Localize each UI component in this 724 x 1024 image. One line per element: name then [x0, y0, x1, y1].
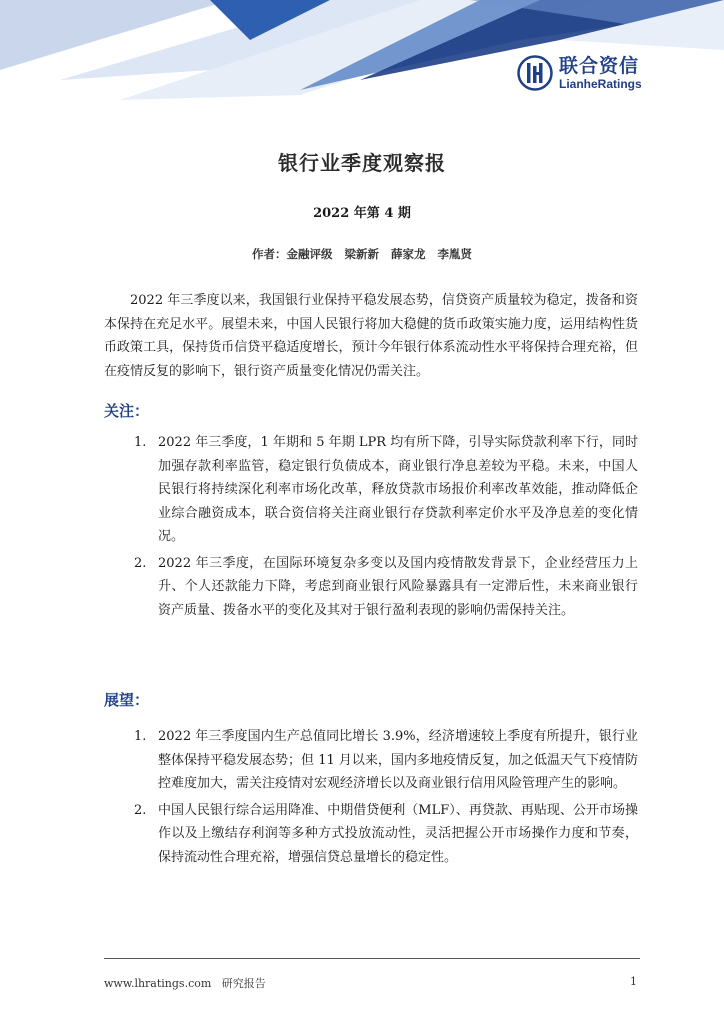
list-number: 2.	[134, 802, 147, 818]
list-item	[104, 552, 638, 623]
footer-label: 研究报告	[221, 977, 266, 990]
outlook-list	[104, 725, 638, 872]
intro-paragraph: 2022 年三季度以来，我国银行业保持平稳发展态势，信贷资产质量较为稳定，拨备和资本保持在充足水平。展望未来，中国人民银行将加大稳健的货币政策实施力度，运用结构性货币政策工具，保持货币信贷平稳适度增长，预计今年银行体系流动性水平将保持合理充裕，但在疫情反复的影响下，银行资产质量变化情况仍需关注。	[104, 293, 638, 379]
footer-divider	[104, 958, 640, 959]
company-logo	[517, 55, 642, 91]
list-number: 1.	[134, 435, 147, 450]
list-item	[104, 725, 638, 796]
footer-url[interactable]: www.lhratings.com	[104, 977, 212, 990]
lianhe-logo-icon	[517, 55, 553, 91]
logo-chinese-name: 联合资信	[559, 55, 640, 77]
logo-english-name: LianheRatings	[559, 77, 642, 91]
list-text: 中国人民银行综合运用降准、中期借贷便利（MLF）、再贷款、再贴现、公开市场操作以及上缴结存利润等多种方式投放流动性，灵活把握公开市场操作力度和节奏，保持流动性合理充裕，增强信贷总量增长的稳定性。	[158, 802, 638, 865]
page-number: 1	[630, 975, 637, 988]
outlook-heading: 展望：	[104, 691, 150, 709]
footer-site	[104, 975, 266, 991]
list-item	[104, 431, 638, 549]
focus-heading: 关注：	[104, 402, 150, 420]
list-item	[104, 799, 638, 870]
focus-list	[104, 431, 638, 625]
report-authors: 作者：金融评级 梁新新 薛家龙 李胤贤	[251, 247, 472, 261]
list-number: 2.	[134, 555, 147, 571]
report-title: 银行业季度观察报	[278, 151, 446, 175]
list-text: 2022 年三季度，在国际环境复杂多变以及国内疫情散发背景下，企业经营压力上升、个人还款能力下降，考虑到商业银行风险暴露具有一定滞后性，未来商业银行资产质量、拨备水平的变化及其对于银行盈利表现的影响仍需保持关注。	[158, 555, 638, 618]
report-issue: 2022 年第 4 期	[313, 206, 411, 221]
list-number: 1.	[134, 729, 147, 744]
list-text: 2022 年三季度，1 年期和 5 年期 LPR 均有所下降，引导实际贷款利率下行，同时加强存款利率监管，稳定银行负债成本，商业银行净息差较为平稳。未来，中国人民银行将持续深化利率市场化改革，释放贷款市场报价利率改革效能，推动降低企业综合融资成本，联合资信将关注商业银行存贷款利率定价水平及净息差的变化情况。	[158, 435, 638, 544]
list-text: 2022 年三季度国内生产总值同比增长 3.9%，经济增速较上季度有所提升，银行业整体保持平稳发展态势；但 11 月以来，国内多地疫情反复，加之低温天气下疫情防控难度加大，需关注疫情对宏观经济增长以及商业银行信用风险管理产生的影响。	[158, 729, 638, 791]
